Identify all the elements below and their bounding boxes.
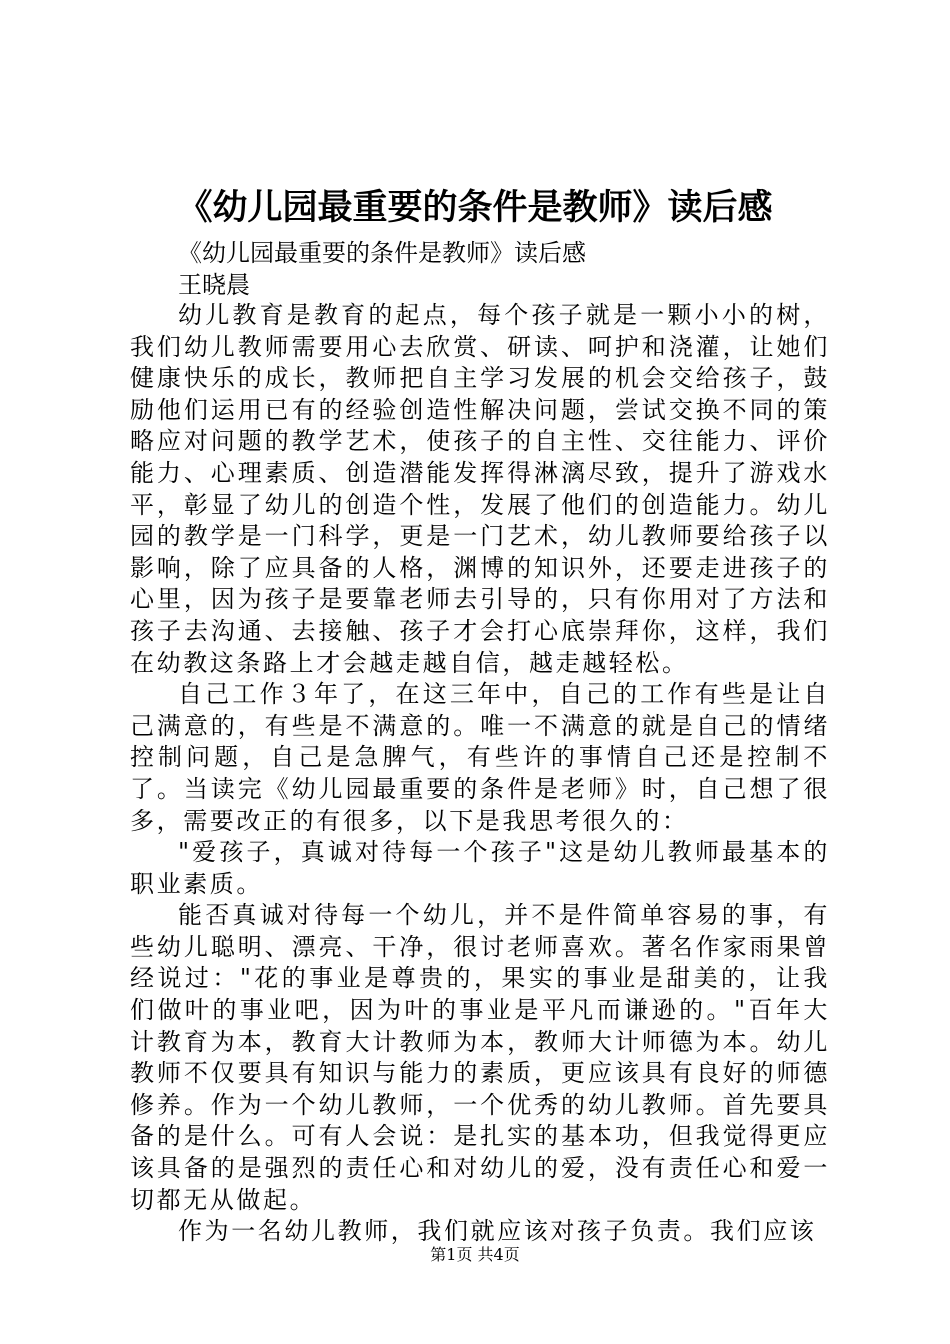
author-name: 王晓晨 [178, 271, 250, 299]
paragraph: 作为一名幼儿教师，我们就应该对孩子负责。我们应该 [178, 1217, 817, 1246]
document-body [130, 300, 830, 1248]
page-number-footer: 第1页 共4页 [430, 1245, 520, 1264]
paragraph: 能否真诚对待每一个幼儿，并不是件简单容易的事，有些幼儿聪明、漂亮、干净，很讨老师喜欢。著名作家雨果曾经说过："花的事业是尊贵的，果实的事业是甜美的，让我们做叶的事业吧，因为叶的事业是平凡而谦逊的。"百年大计教育为本，教育大计教师为本，教师大计师德为本。幼儿教师不仅要具有知识与能力的素质，更应该具有良好的师德修养。作为一个幼儿教师，一个优秀的幼儿教师。首先要具备的是什么。可有人会说：是扎实的基本功，但我觉得更应该具备的是强烈的责任心和对幼儿的爱，没有责任心和爱一切都无从做起。 [130, 901, 830, 1214]
document-title: 《幼儿园最重要的条件是教师》读后感 [177, 187, 773, 228]
paragraph: "爱孩子，真诚对待每一个孩子"这是幼儿教师最基本的职业素质。 [130, 838, 830, 898]
paragraph: 自己工作３年了，在这三年中，自己的工作有些是让自己满意的，有些是不满意的。唯一不满意的就是自己的情绪控制问题，自己是急脾气，有些许的事情自己还是控制不了。当读完《幼儿园最重要的条件是老师》时，自己想了很多，需要改正的有很多，以下是我思考很久的： [130, 680, 830, 835]
document-subtitle: 《幼儿园最重要的条件是教师》读后感 [178, 239, 586, 267]
paragraph: 幼儿教育是教育的起点，每个孩子就是一颗小小的树，我们幼儿教师需要用心去欣赏、研读、呵护和浇灌，让她们健康快乐的成长，教师把自主学习发展的机会交给孩子，鼓励他们运用已有的经验创造性解决问题，尝试交换不同的策略应对问题的教学艺术，使孩子的自主性、交往能力、评价能力、心理素质、创造潜能发挥得淋漓尽致，提升了游戏水平，彰显了幼儿的创造个性，发展了他们的创造能力。幼儿园的教学是一门科学，更是一门艺术，幼儿教师要给孩子以影响，除了应具备的人格，渊博的知识外，还要走进孩子的心里，因为孩子是要靠老师去引导的，只有你用对了方法和孩子去沟通、去接触、孩子才会打心底崇拜你，这样，我们在幼教这条路上才会越走越自信，越走越轻松。 [130, 301, 830, 677]
